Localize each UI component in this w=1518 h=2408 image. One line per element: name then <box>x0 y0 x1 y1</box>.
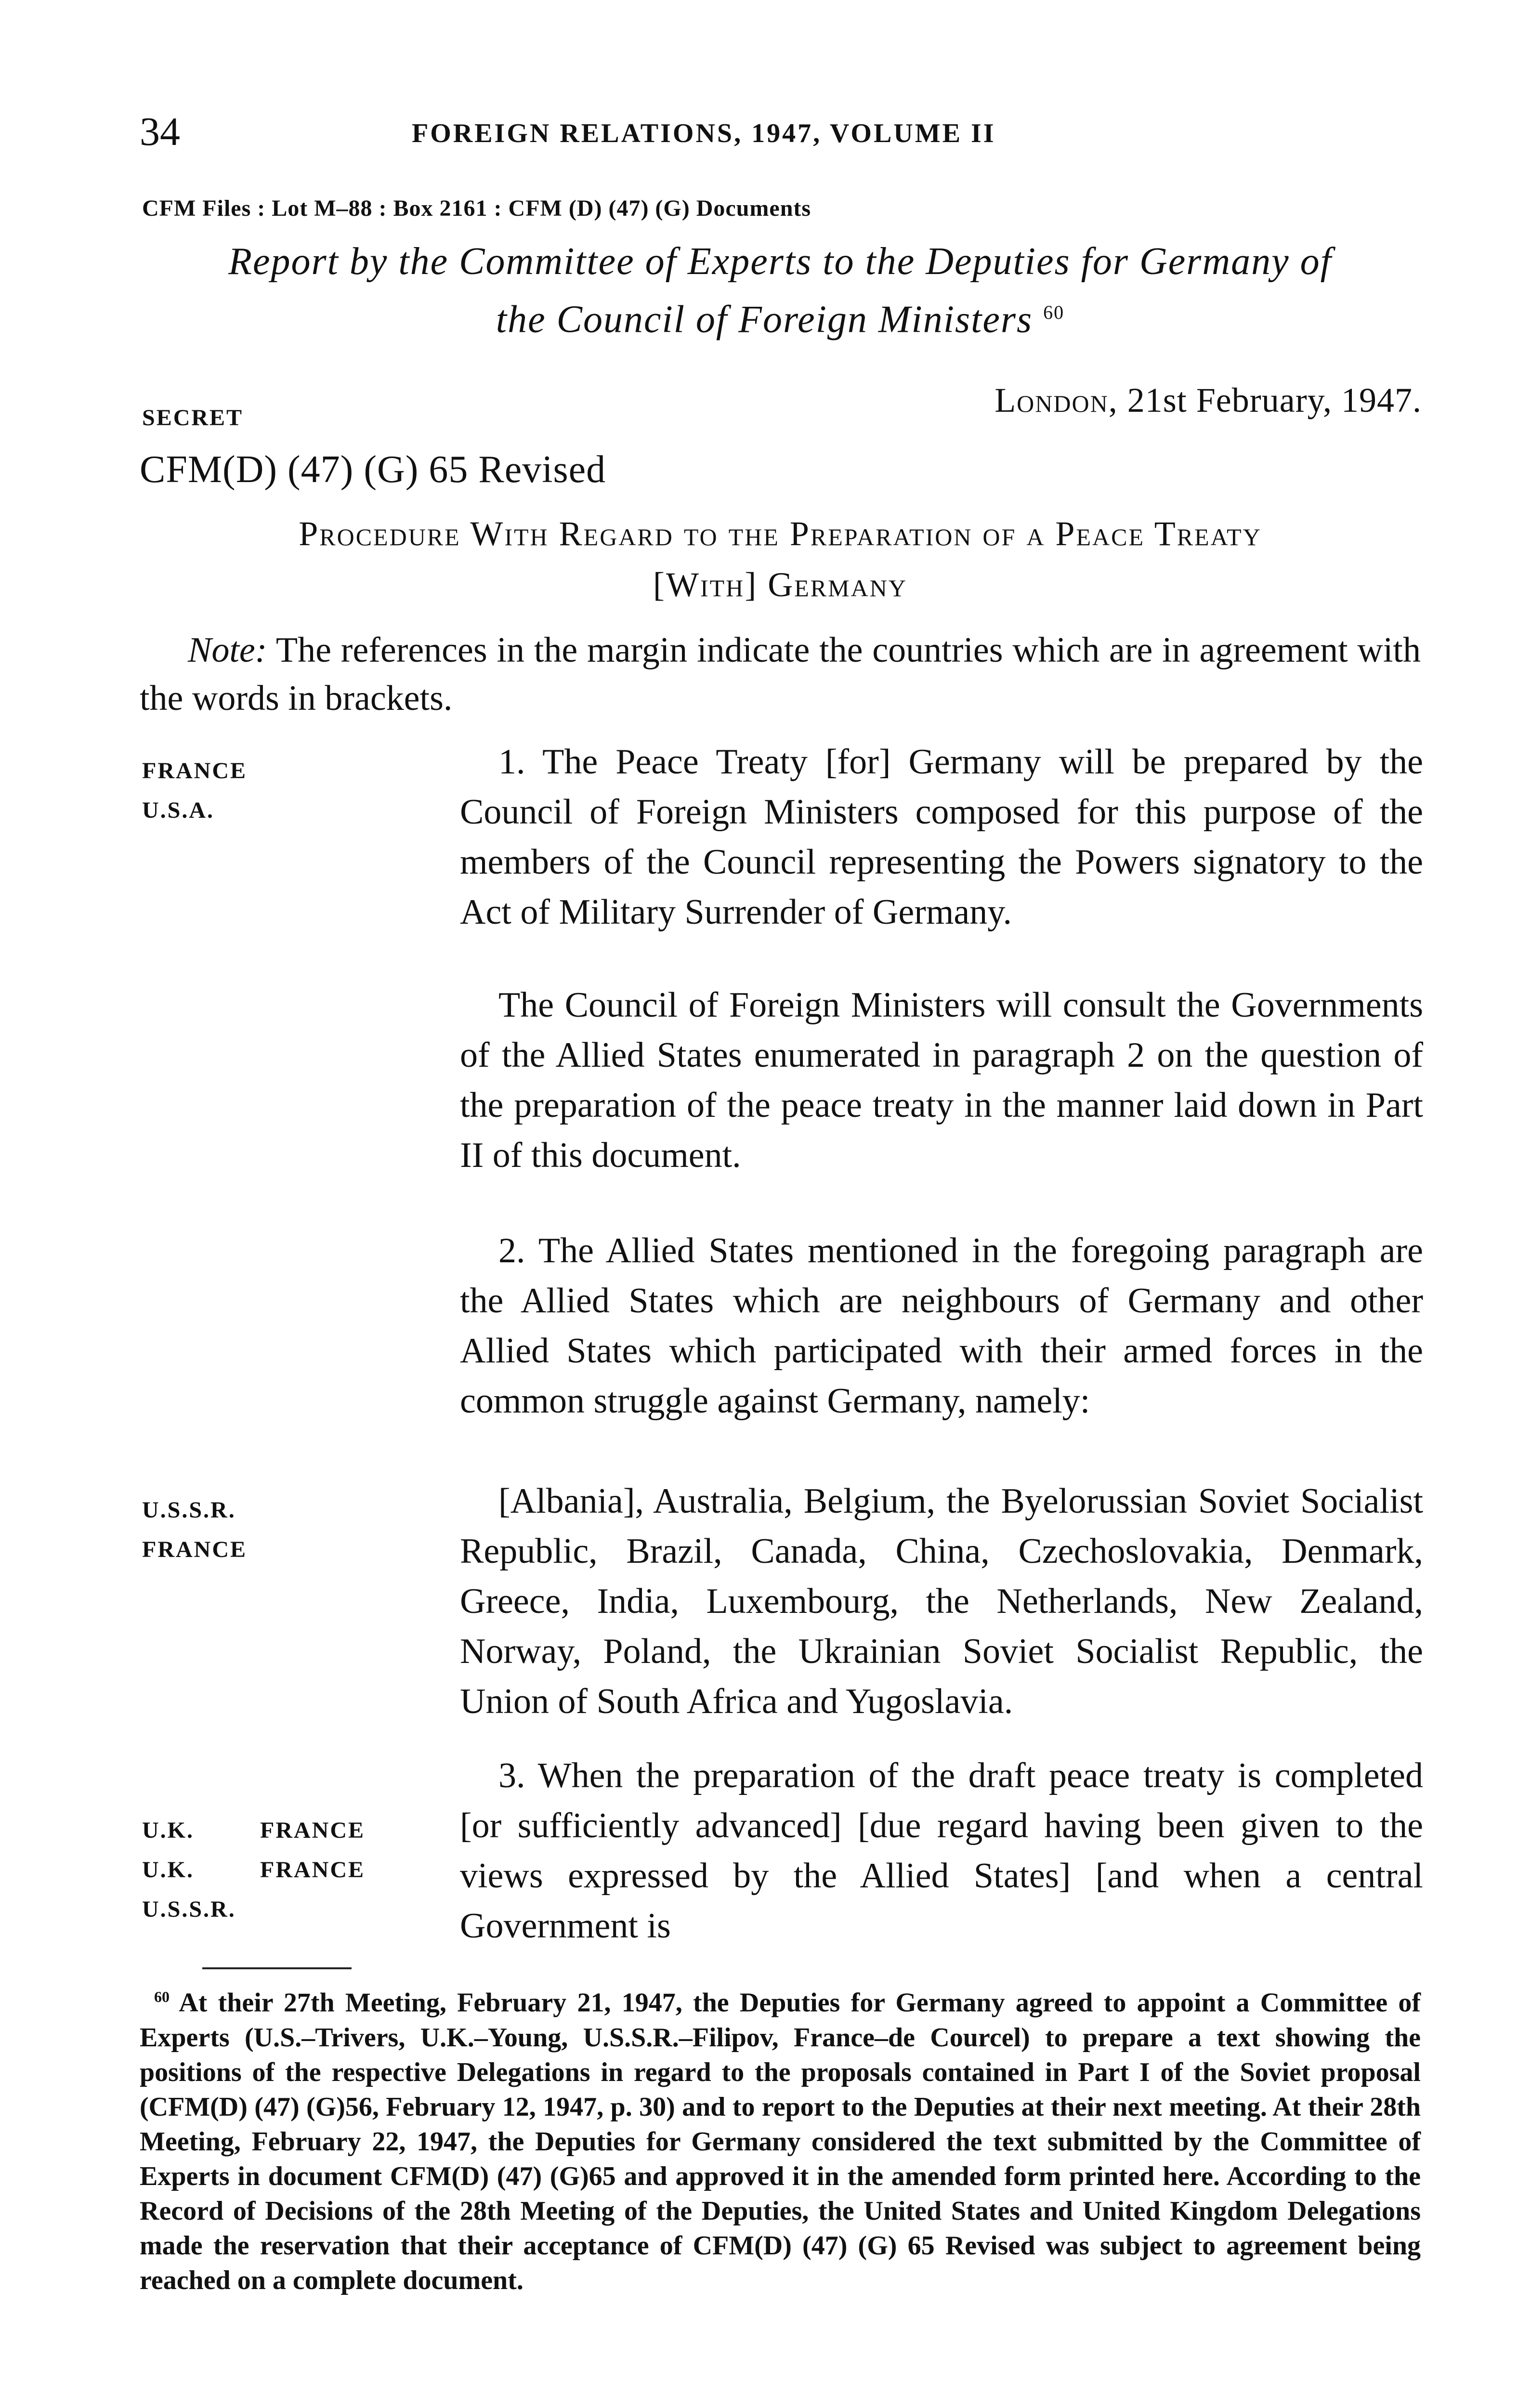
classification: SECRET <box>142 405 244 431</box>
report-title-line2: the Council of Foreign Ministers <box>496 298 1033 341</box>
footnote-ref: 60 <box>1043 301 1065 323</box>
paragraph-3: 3. When the preparation of the draft peace treaty is completed [or sufficiently advanced] [due regard having been given to the views expressed by the Allied States] [and when a central Government is <box>460 1756 1423 1946</box>
date: 21st February, 1947. <box>1127 381 1422 419</box>
paragraph-1: 1. The Peace Treaty [for] Germany will be prepared by the Council of Foreign Ministers composed for this purpose of the members of the Council representing the Powers signatory to the Act of Military Surrender of Germany. <box>460 742 1423 932</box>
procedure-title-line2: [With] Germany <box>653 565 907 604</box>
footnote <box>140 1979 1421 2298</box>
margin-note-group-3 <box>142 1811 365 1929</box>
margin-note: U.K. <box>142 1818 194 1843</box>
report-title-line1: Report by the Committee of Experts to the Deputies for Germany of <box>228 240 1332 283</box>
document-number: CFM(D) (47) (G) 65 Revised <box>140 448 606 491</box>
page-number: 34 <box>140 109 180 154</box>
margin-note: U.S.S.R. <box>142 1497 236 1523</box>
margin-note-row <box>142 1850 365 1890</box>
place: London, <box>995 381 1118 419</box>
procedure-title <box>140 508 1421 610</box>
note-text: The references in the margin indicate the countries which are in agreement with the words in brackets. <box>140 630 1421 718</box>
margin-note: FRANCE <box>142 1537 247 1562</box>
margin-note: FRANCE <box>260 1818 365 1843</box>
margin-note: FRANCE <box>260 1857 365 1883</box>
report-title-line2-wrap <box>140 287 1421 345</box>
margin-note-row <box>142 1890 236 1929</box>
footnote-rule <box>202 1967 352 1969</box>
margin-note-group-1 <box>142 751 247 830</box>
margin-note: U.S.S.R. <box>142 1897 236 1922</box>
margin-note-group-2 <box>142 1491 247 1570</box>
paragraph-1b: The Council of Foreign Ministers will consult the Governments of the Allied States enumerated in paragraph 2 on the question of the preparation of the peace treaty in the manner laid down in Part II of this document. <box>460 985 1423 1175</box>
source-line: CFM Files : Lot M–88 : Box 2161 : CFM (D) (47) (G) Documents <box>142 196 811 221</box>
note-label: Note: <box>188 630 267 670</box>
procedure-title-line1: Procedure With Regard to the Preparation of a Peace Treaty <box>299 514 1262 553</box>
margin-note: FRANCE <box>142 758 247 784</box>
paragraph-2-list: [Albania], Australia, Belgium, the Byelorussian Soviet Socialist Republic, Brazil, Canada, China, Czechoslovakia, Denmark, Greece, India, Luxembourg, the Netherlands, New Zealand, Norway, Poland, the Ukrainian Soviet Socialist Republic, the Union of South Africa and Yugoslavia. <box>460 1481 1423 1721</box>
margin-note: U.K. <box>142 1857 194 1883</box>
place-date <box>995 380 1422 420</box>
report-title <box>140 236 1421 345</box>
margin-note: U.S.A. <box>142 798 215 823</box>
note <box>140 626 1421 722</box>
running-head: FOREIGN RELATIONS, 1947, VOLUME II <box>412 118 996 148</box>
footnote-number: 60 <box>154 1988 170 2005</box>
paragraph-2: 2. The Allied States mentioned in the foregoing paragraph are the Allied States which are neighbours of Germany and other Allied States which participated with their armed forces in the common struggle against Germany, namely: <box>460 1231 1423 1421</box>
footnote-text: At their 27th Meeting, February 21, 1947, the Deputies for Germany agreed to appoint a Committee of Experts (U.S.–Trivers, U.K.–Young, U.S.S.R.–Filipov, France–de Courcel) to prepare a text showing the positions of the respective Delegations in regard to the proposals contained in Part I of the Soviet proposal (CFM(D) (47) (G)56, February 12, 1947, p. 30) and to report to the Deputies at their next meeting. At their 28th Meeting, February 22, 1947, the Deputies for Germany considered the text submitted by the Committee of Experts in document CFM(D) (47) (G)65 and approved it in the amended form printed here. According to the Record of Decisions of the 28th Meeting of the Deputies, the United States and United Kingdom Delegations made the reservation that their acceptance of CFM(D) (47) (G) 65 Revised was subject to agreement being reached on a complete document. <box>140 1988 1421 2295</box>
margin-note-row <box>142 1811 365 1850</box>
